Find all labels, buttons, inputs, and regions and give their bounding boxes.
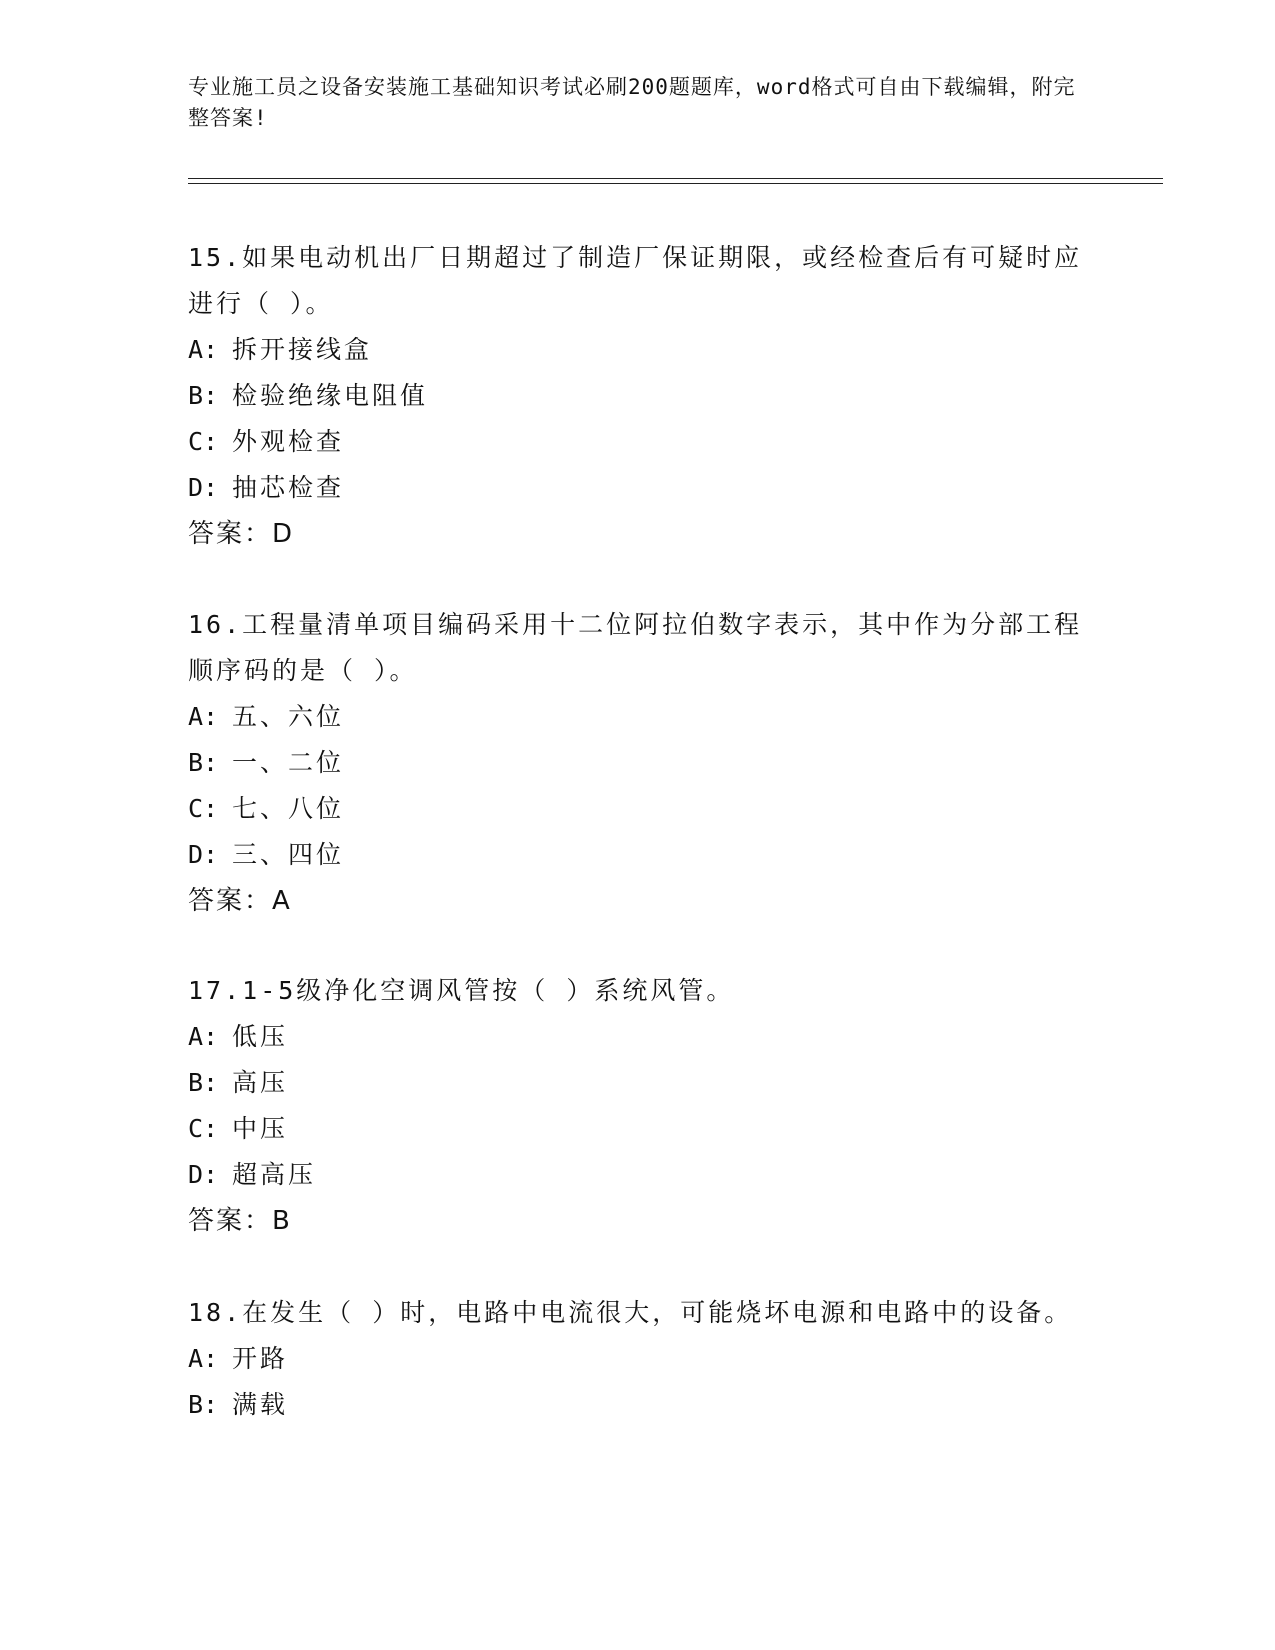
- option-letter: C:: [188, 1114, 219, 1143]
- option-a: [188, 694, 1088, 740]
- option-text: 开路: [232, 1344, 289, 1373]
- option-text: 一、二位: [232, 748, 345, 777]
- option-text: 三、四位: [232, 840, 345, 869]
- answer-label: 答案：A: [188, 886, 292, 916]
- question-stem: 15.如果电动机出厂日期超过了制造厂保证期限，或经检查后有可疑时应进行（ ）。: [188, 243, 1083, 318]
- option-letter: B:: [188, 381, 219, 410]
- header-divider-bottom: [188, 183, 1163, 184]
- option-text: 低压: [232, 1022, 289, 1051]
- option-text: 外观检查: [232, 427, 345, 456]
- option-letter: D:: [188, 1160, 219, 1189]
- option-letter: A:: [188, 335, 219, 364]
- option-c: [188, 1106, 1088, 1152]
- option-text: 七、八位: [232, 794, 345, 823]
- answer-label: 答案：B: [188, 1206, 292, 1236]
- option-b: [188, 1382, 1088, 1428]
- question-stem: 17.1-5级净化空调风管按（ ）系统风管。: [188, 976, 735, 1005]
- question-16: [188, 602, 1088, 924]
- option-letter: B:: [188, 1390, 219, 1419]
- option-text: 检验绝缘电阻值: [232, 381, 429, 410]
- option-text: 中压: [232, 1114, 289, 1143]
- option-letter: B:: [188, 1068, 219, 1097]
- question-stem: 16.工程量清单项目编码采用十二位阿拉伯数字表示，其中作为分部工程顺序码的是（ ）。: [188, 610, 1083, 685]
- option-letter: A:: [188, 1022, 219, 1051]
- option-b: [188, 740, 1088, 786]
- option-letter: C:: [188, 427, 219, 456]
- option-letter: B:: [188, 748, 219, 777]
- option-letter: D:: [188, 473, 219, 502]
- option-letter: A:: [188, 702, 219, 731]
- option-d: [188, 465, 1088, 511]
- option-d: [188, 832, 1088, 878]
- question-17: [188, 968, 1088, 1244]
- question-stem: 18.在发生（ ）时，电路中电流很大，可能烧坏电源和电路中的设备。: [188, 1298, 1073, 1327]
- header-divider-top: [188, 178, 1163, 179]
- option-letter: D:: [188, 840, 219, 869]
- answer-label: 答案：D: [188, 519, 295, 549]
- option-c: [188, 419, 1088, 465]
- question-15: [188, 235, 1088, 557]
- option-b: [188, 1060, 1088, 1106]
- option-b: [188, 373, 1088, 419]
- option-a: [188, 1014, 1088, 1060]
- option-letter: A:: [188, 1344, 219, 1373]
- option-letter: C:: [188, 794, 219, 823]
- option-text: 拆开接线盒: [232, 335, 373, 364]
- option-text: 五、六位: [232, 702, 345, 731]
- option-a: [188, 1336, 1088, 1382]
- document-header: 专业施工员之设备安装施工基础知识考试必刷200题题库，word格式可自由下载编辑，附完整答案!: [188, 75, 1076, 130]
- option-c: [188, 786, 1088, 832]
- option-a: [188, 327, 1088, 373]
- option-text: 高压: [232, 1068, 289, 1097]
- option-text: 满载: [232, 1390, 289, 1419]
- option-text: 抽芯检查: [232, 473, 345, 502]
- option-d: [188, 1152, 1088, 1198]
- question-18: [188, 1290, 1088, 1428]
- option-text: 超高压: [232, 1160, 317, 1189]
